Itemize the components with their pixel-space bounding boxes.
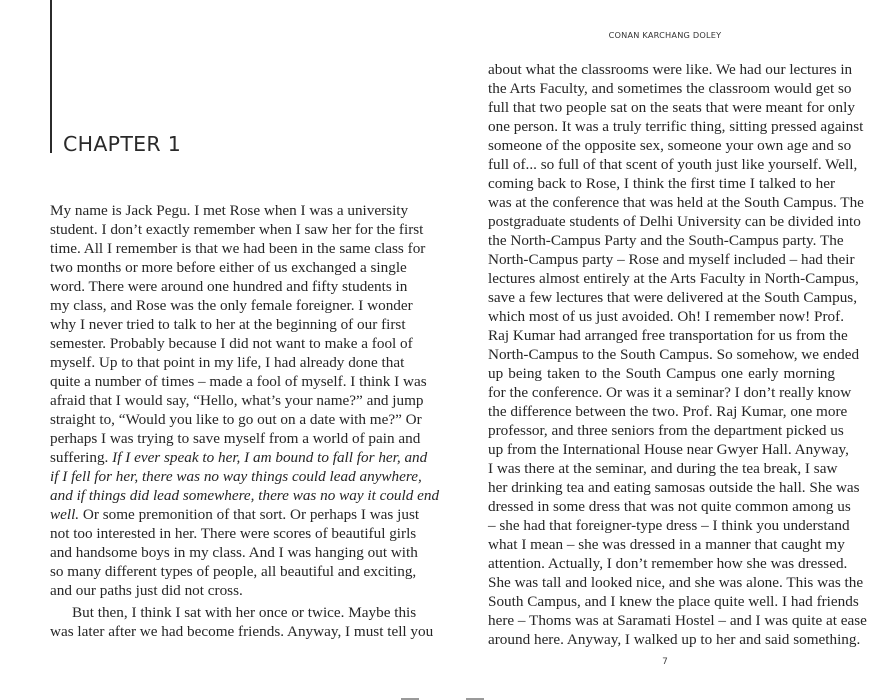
- text-segment: one person. It was a truly terrific thing, sitting pressed against: [488, 118, 864, 135]
- chapter-vertical-rule: [50, 0, 52, 153]
- text-line: [488, 326, 848, 345]
- text-line: [488, 174, 835, 193]
- italic-text-segment: If I ever speak to her, I am bound to fall for her, and: [112, 449, 428, 466]
- text-segment: But then, I think I sat with her once or twice. Maybe this: [72, 604, 417, 621]
- left-page: [0, 0, 443, 700]
- text-line: [488, 231, 844, 250]
- text-segment: for the conference. Or was it a seminar? I don’t really know: [488, 384, 852, 401]
- text-line: [50, 258, 407, 277]
- text-line: [488, 516, 850, 535]
- text-line: [50, 353, 405, 372]
- text-line: [488, 611, 867, 630]
- text-line: [488, 497, 851, 516]
- text-line: [488, 364, 835, 383]
- text-line: [50, 467, 422, 486]
- text-line: [488, 60, 853, 79]
- text-segment: My name is Jack Pegu. I met Rose when I was a university: [50, 202, 409, 219]
- text-segment: save a few lectures that were delivered at the South Campus,: [488, 289, 858, 306]
- text-segment: suffering.: [50, 449, 113, 466]
- text-line: [50, 524, 417, 543]
- text-segment: up being taken to the South Campus one early morning: [488, 365, 835, 382]
- text-segment: Or some premonition of that sort. Or perhaps I was just: [79, 506, 420, 523]
- text-segment: myself. Up to that point in my life, I had already done that: [50, 354, 405, 371]
- text-segment: coming back to Rose, I think the first time I talked to her: [488, 175, 835, 192]
- text-segment: my class, and Rose was the only female foreigner. I wonder: [50, 297, 413, 314]
- text-line: [50, 410, 422, 429]
- right-page: [443, 0, 887, 700]
- text-line: [488, 573, 864, 592]
- text-segment: postgraduate students of Delhi University can be divided into: [488, 213, 861, 230]
- text-line: [488, 383, 852, 402]
- text-segment: semester. Probably because I did not want to make a fool of: [50, 335, 413, 352]
- text-segment: straight to, “Would you like to go out on a date with me?” Or: [50, 411, 422, 428]
- text-segment: what I mean – she was dressed in a manner that caught my: [488, 536, 845, 553]
- text-line: [50, 239, 426, 258]
- text-line: [488, 117, 864, 136]
- text-segment: was at the conference that was held at the South Campus. The: [488, 194, 864, 211]
- text-line: [488, 421, 844, 440]
- text-line: [488, 345, 860, 364]
- text-segment: afraid that I would say, “Hello, what’s your name?” and jump: [50, 392, 424, 409]
- text-line: [50, 220, 424, 239]
- text-segment: so many different types of people, all beautiful and exciting,: [50, 563, 417, 580]
- text-line: [50, 201, 409, 220]
- italic-text-segment: if I fell for her, there was no way things could lead anywhere,: [50, 468, 422, 485]
- text-line: [488, 136, 852, 155]
- bottom-crop-mark-left: [401, 698, 419, 700]
- text-line: [488, 459, 838, 478]
- text-segment: here – Thoms was at Saramati Hostel – and I was quite at ease: [488, 612, 867, 629]
- text-segment: North-Campus party – Rose and myself included – had their: [488, 251, 855, 268]
- text-line: [488, 212, 861, 231]
- text-segment: quite a number of times – made a fool of myself. I think I was: [50, 373, 427, 390]
- text-line: [50, 562, 417, 581]
- text-line: [488, 250, 855, 269]
- text-line: [488, 554, 848, 573]
- text-segment: lectures almost entirely at the Arts Faculty in North-Campus,: [488, 270, 859, 287]
- text-line: [50, 581, 397, 600]
- text-segment: full of... so full of that scent of youth just like yourself. Well,: [488, 156, 858, 173]
- text-segment: the North-Campus Party and the South-Campus party. The: [488, 232, 844, 249]
- text-segment: and handsome boys in my class. And I was hanging out with: [50, 544, 418, 561]
- text-segment: time. All I remember is that we had been in the same class for: [50, 240, 426, 257]
- text-segment: around here. Anyway, I walked up to her and said something.: [488, 631, 861, 648]
- text-segment: South Campus, and I knew the place quite well. I had friends: [488, 593, 859, 610]
- text-line: [50, 391, 424, 410]
- text-segment: up from the International House near Gwyer Hall. Anyway,: [488, 441, 849, 458]
- text-line: [50, 603, 417, 622]
- text-segment: – she had that foreigner-type dress – I think you understand: [488, 517, 850, 534]
- text-segment: someone of the opposite sex, someone your own age and so: [488, 137, 852, 154]
- text-segment: the difference between the two. Prof. Raj Kumar, one more: [488, 403, 848, 420]
- text-segment: North-Campus to the South Campus. So somehow, we ended: [488, 346, 860, 363]
- text-line: [488, 402, 848, 421]
- text-segment: Raj Kumar had arranged free transportation for us from the: [488, 327, 848, 344]
- text-line: [488, 630, 861, 649]
- text-segment: which most of us just avoided. Oh! I remember now! Prof.: [488, 308, 844, 325]
- text-segment: attention. Actually, I don’t remember how she was dressed.: [488, 555, 848, 572]
- text-line: [488, 155, 858, 174]
- text-line: [488, 269, 859, 288]
- text-line: [50, 486, 440, 505]
- text-segment: word. There were around one hundred and fifty students in: [50, 278, 408, 295]
- text-segment: I was there at the seminar, and during the tea break, I saw: [488, 460, 838, 477]
- text-segment: about what the classrooms were like. We had our lectures in: [488, 61, 853, 78]
- text-line: [488, 288, 858, 307]
- text-line: [50, 448, 428, 467]
- text-line: [50, 315, 406, 334]
- italic-text-segment: and if things did lead somewhere, there was no way it could end: [50, 487, 440, 504]
- right-page-body-text: [488, 60, 867, 649]
- text-segment: two months or more before either of us exchanged a single: [50, 259, 407, 276]
- text-segment: student. I don’t exactly remember when I saw her for the first: [50, 221, 424, 238]
- text-line: [50, 334, 413, 353]
- text-line: [488, 535, 845, 554]
- text-line: [488, 478, 860, 497]
- bottom-crop-mark-right: [466, 698, 484, 700]
- text-segment: She was tall and looked nice, and she was alone. This was the: [488, 574, 864, 591]
- text-line: [50, 543, 418, 562]
- text-line: [50, 622, 434, 641]
- text-segment: perhaps I was trying to save myself from a world of pain and: [50, 430, 421, 447]
- italic-text-segment: well.: [50, 506, 80, 523]
- running-head-author: CONAN KARCHANG DOLEY: [608, 30, 722, 40]
- text-line: [488, 592, 859, 611]
- text-segment: the Arts Faculty, and sometimes the classroom would get so: [488, 80, 852, 97]
- text-line: [488, 193, 864, 212]
- text-line: [488, 307, 844, 326]
- text-line: [488, 98, 855, 117]
- text-line: [50, 429, 421, 448]
- text-segment: her drinking tea and eating samosas outside the hall. She was: [488, 479, 860, 496]
- text-segment: why I never tried to talk to her at the beginning of our first: [50, 316, 406, 333]
- text-line: [488, 440, 849, 459]
- text-line: [50, 372, 427, 391]
- chapter-title: CHAPTER 1: [63, 132, 182, 156]
- text-segment: full that two people sat on the seats that were meant for only: [488, 99, 855, 116]
- text-segment: was later after we had become friends. Anyway, I must tell you: [50, 623, 434, 640]
- text-line: [50, 296, 413, 315]
- text-segment: and our paths just did not cross.: [50, 582, 243, 599]
- text-segment: dressed in some dress that was not quite common among us: [488, 498, 851, 515]
- text-segment: professor, and three seniors from the department picked us: [488, 422, 844, 439]
- text-segment: not too interested in her. There were scores of beautiful girls: [50, 525, 417, 542]
- text-line: [488, 79, 852, 98]
- left-page-body-text: [50, 201, 440, 641]
- page-number: 7: [662, 657, 668, 667]
- text-line: [50, 277, 408, 296]
- text-line: [50, 505, 420, 524]
